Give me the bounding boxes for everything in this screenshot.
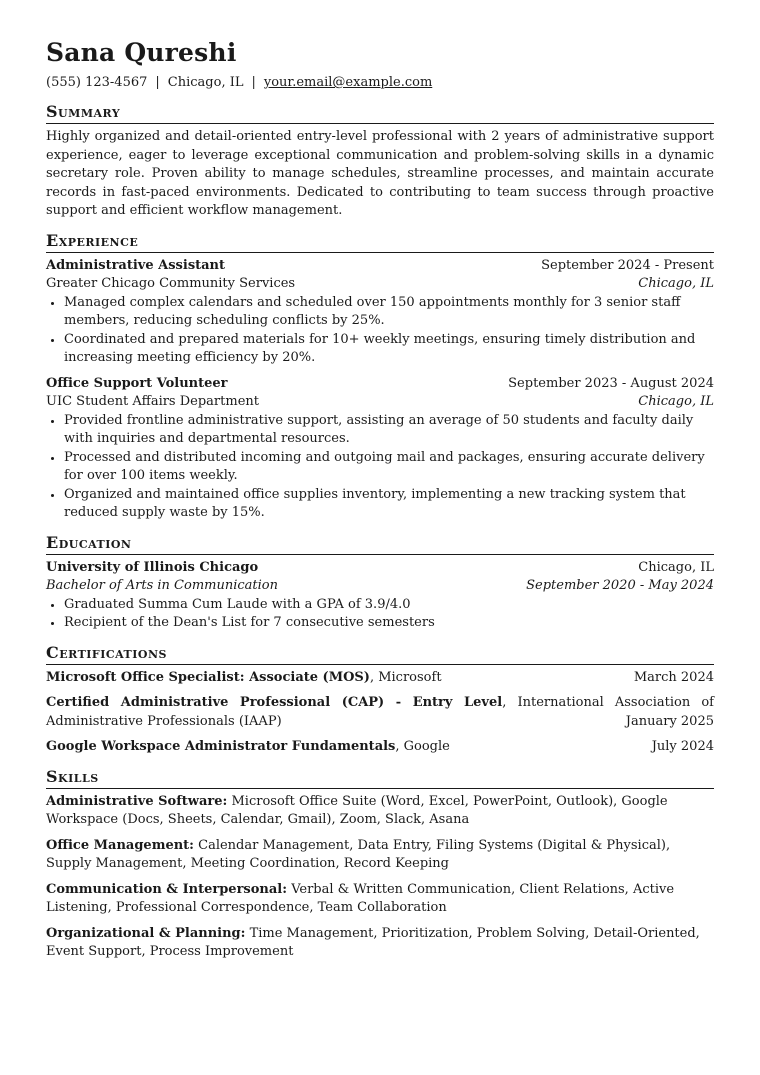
job-location: Chicago, IL — [638, 394, 714, 409]
section-title: Certifications — [46, 643, 714, 665]
section-title: Skills — [46, 767, 714, 789]
bullet-item: • Processed and distributed incoming and outgoing mail and packages, ensuring accurate delivery for over 100 items weekly. — [64, 449, 714, 486]
email-link[interactable]: your.email@example.com — [263, 75, 433, 90]
cert-date: March 2024 — [633, 669, 714, 685]
experience-section — [46, 231, 714, 523]
certification-item — [46, 669, 714, 688]
cert-issuer: , International Association of Administrative Professionals (IAAP) — [46, 695, 714, 729]
education-dates: September 2020 - May 2024 — [526, 578, 714, 593]
cert-issuer: , Google — [395, 739, 450, 754]
skill-group — [46, 925, 714, 962]
skill-label: Office Management: — [46, 837, 194, 853]
location: Chicago, IL — [167, 75, 244, 90]
bullet-item: • Provided frontline administrative support, assisting an average of 50 students and faculty daily with inquiries and departmental resources. — [64, 412, 714, 449]
skill-label: Communication & Interpersonal: — [46, 881, 288, 897]
cert-name: Google Workspace Administrator Fundamentals — [46, 739, 396, 754]
job-entry — [46, 257, 714, 368]
bullet-item: • Graduated Summa Cum Laude with a GPA of 3.9/4.0 — [64, 596, 714, 615]
job-dates: September 2024 - Present — [541, 257, 714, 273]
skill-group — [46, 837, 714, 874]
job-location: Chicago, IL — [638, 276, 714, 291]
separator: | — [251, 75, 256, 90]
skill-text: Calendar Management, Data Entry, Filing Systems (Digital & Physical), Supply Management, Meeting Coordination, Record Keeping — [46, 837, 671, 871]
skills-section — [46, 767, 714, 962]
job-bullets — [46, 294, 714, 368]
skill-text: Verbal & Written Communication, Client Relations, Active Listening, Professional Correspondence, Team Collaboration — [46, 881, 675, 915]
education-bullets — [46, 596, 714, 633]
cert-name: Microsoft Office Specialist: Associate (MOS) — [46, 669, 370, 685]
job-bullets — [46, 412, 714, 523]
candidate-name: Sana Qureshi — [46, 38, 237, 67]
bullet-item: • Managed complex calendars and scheduled over 150 appointments monthly for 3 senior staff members, reducing scheduling conflicts by 25%. — [64, 294, 714, 331]
skill-label: Administrative Software: — [46, 793, 228, 809]
skill-text: Time Management, Prioritization, Problem Solving, Detail-Oriented, Event Support, Process Improvement — [46, 925, 700, 959]
degree: Bachelor of Arts in Communication — [46, 578, 278, 593]
section-title: Summary — [46, 102, 714, 124]
certification-item — [46, 738, 714, 757]
bullet-item: • Coordinated and prepared materials for 10+ weekly meetings, ensuring timely distribution and increasing meeting efficiency by 20%. — [64, 331, 714, 368]
bullet-item: • Organized and maintained office supplies inventory, implementing a new tracking system that reduced supply waste by 15%. — [64, 486, 714, 523]
job-role: Office Support Volunteer — [46, 375, 228, 391]
summary-section — [46, 102, 714, 221]
cert-date: July 2024 — [651, 739, 714, 754]
job-role: Administrative Assistant — [46, 257, 226, 273]
job-entry — [46, 375, 714, 523]
section-title: Education — [46, 533, 714, 555]
cert-issuer: , Microsoft — [369, 669, 442, 685]
contact-line — [46, 74, 714, 92]
skill-text: Microsoft Office Suite (Word, Excel, PowerPoint, Outlook), Google Workspace (Docs, Sheets, Calendar, Gmail), Zoom, Slack, Asana — [46, 793, 668, 827]
school-name: University of Illinois Chicago — [46, 559, 259, 575]
job-org: UIC Student Affairs Department — [46, 394, 259, 409]
certifications-section — [46, 643, 714, 757]
job-dates: September 2023 - August 2024 — [508, 375, 714, 391]
skill-label: Organizational & Planning: — [46, 925, 246, 941]
skill-group — [46, 881, 714, 918]
certification-item — [46, 694, 714, 731]
summary-text: Highly organized and detail-oriented entry-level professional with 2 years of administrative support experience, eager to leverage exceptional communication and problem-solving skills in a dynamic secretary role. Proven ability to manage schedules, streamline processes, and maintain accurate records in fast-paced environments. Dedicated to contributing to team success through proactive support and efficient workflow management. — [46, 129, 714, 218]
cert-name: Certified Administrative Professional (CAP) - Entry Level — [46, 695, 503, 710]
skill-group — [46, 793, 714, 830]
section-title: Experience — [46, 231, 714, 253]
separator: | — [155, 75, 160, 90]
bullet-item: • Recipient of the Dean's List for 7 consecutive semesters — [64, 614, 714, 633]
school-location: Chicago, IL — [638, 559, 714, 575]
education-section — [46, 533, 714, 633]
job-org: Greater Chicago Community Services — [46, 276, 296, 291]
phone: (555) 123-4567 — [46, 75, 148, 90]
cert-date: January 2025 — [625, 713, 714, 729]
